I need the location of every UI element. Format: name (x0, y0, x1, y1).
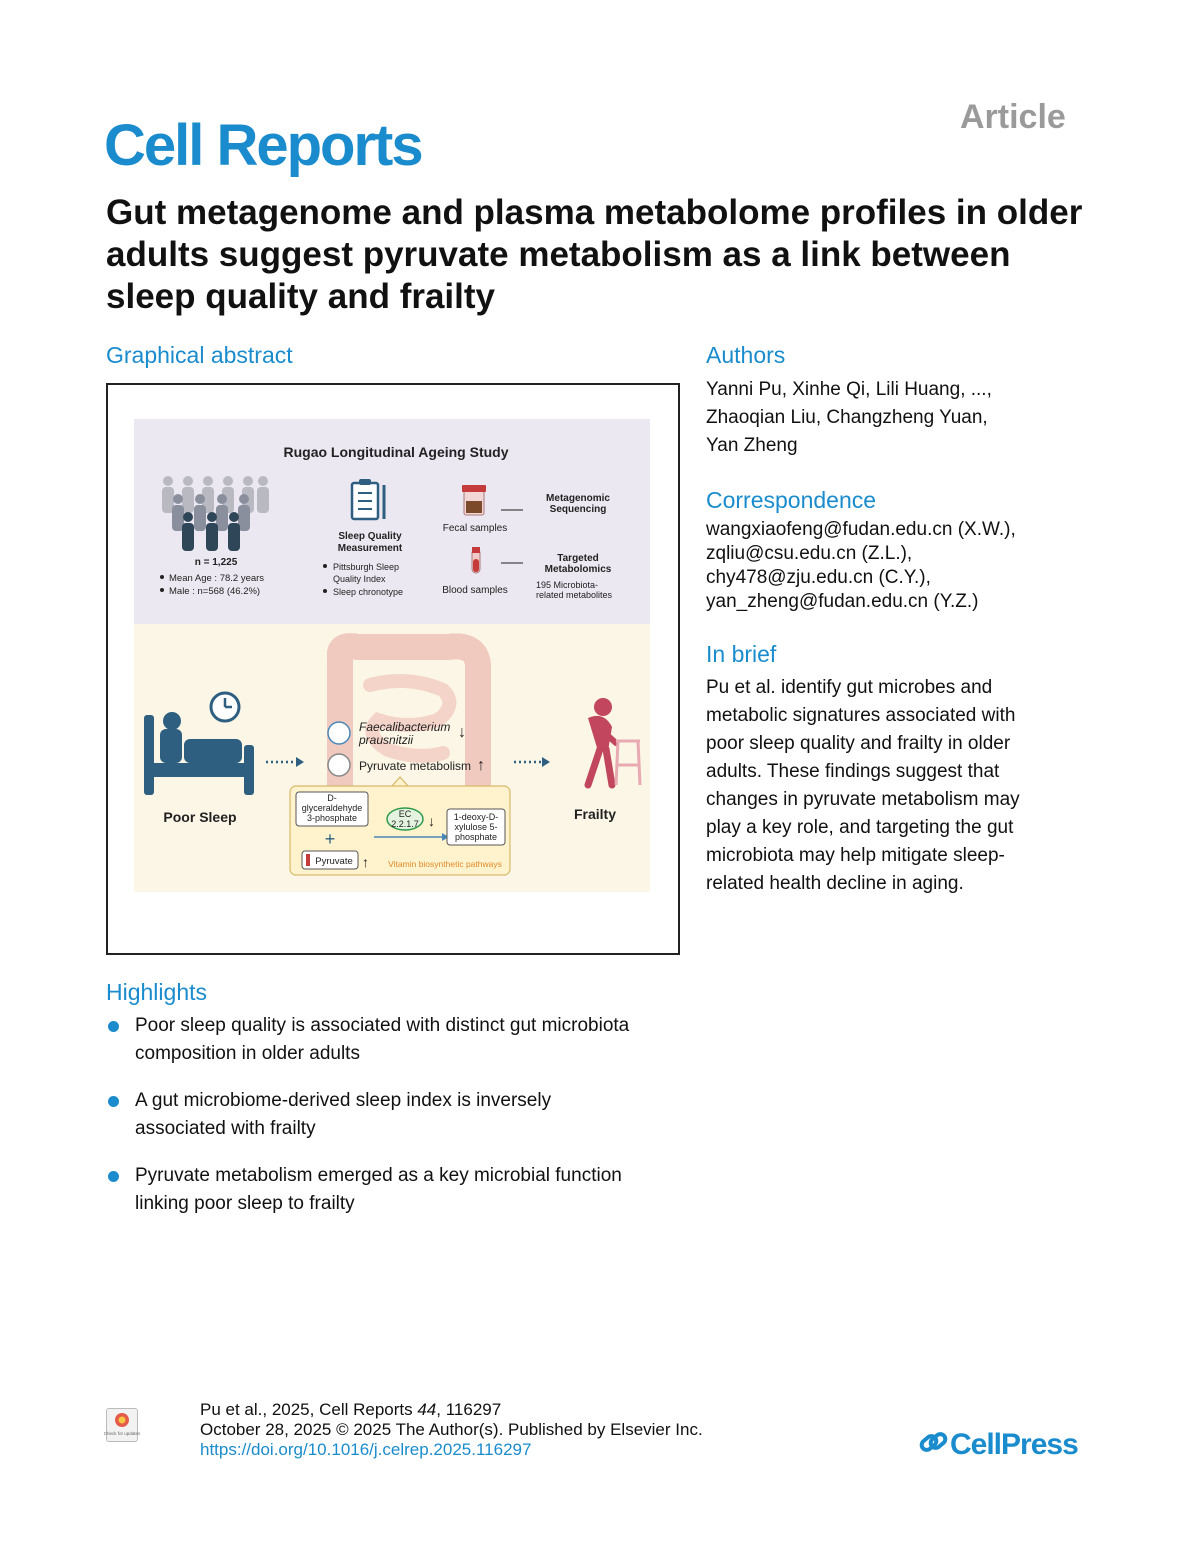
in-brief-line: related health decline in aging. (706, 873, 964, 894)
citation-footer (200, 1400, 703, 1460)
correspondence-email[interactable]: yan_zheng@fudan.edu.cn (Y.Z.) (706, 591, 979, 612)
publisher-name: CellPress (950, 1428, 1078, 1461)
clock-icon (211, 693, 239, 721)
bullet-icon (108, 1021, 119, 1032)
cellpress-logo (918, 1428, 1078, 1462)
g3p-line-2: glyceraldehyde (301, 803, 363, 813)
author-line: Yan Zheng (706, 435, 798, 456)
blood-samples-label: Blood samples (442, 585, 508, 596)
bullet (323, 564, 327, 568)
ec-decrease-arrow: ↓ (428, 813, 435, 829)
highlights-list (106, 1012, 696, 1237)
frailty-label: Frailty (573, 806, 617, 822)
pyruvate-label: Pyruvate (315, 856, 353, 867)
in-brief-line: adults. These findings suggest that (706, 761, 1000, 782)
g3p-line-3: 3-phosphate (306, 813, 358, 823)
plus-sign: + (324, 829, 336, 849)
bullet-icon (108, 1171, 119, 1182)
authors-heading: Authors (706, 342, 786, 368)
correspondence-email[interactable]: wangxiaofeng@fudan.edu.cn (X.W.), (706, 519, 1016, 540)
citation-text: Pu et al., 2025, Cell Reports (200, 1400, 418, 1419)
graphical-abstract-frame (106, 383, 680, 955)
pyruvate-metabolism-label: Pyruvate metabolism (359, 759, 472, 773)
mean-age: Mean Age : 78.2 years (169, 573, 265, 584)
bullet (323, 589, 327, 593)
highlight-line: linking poor sleep to frailty (135, 1193, 355, 1214)
article-title: Gut metagenome and plasma metabolome profiles in older adults suggest pyruvate metabolism as a link between sleep quality and frailty (106, 193, 1083, 316)
article-type-label: Article (960, 98, 1066, 136)
in-brief-line: poor sleep quality and frailty in older (706, 733, 1011, 754)
ec-line-2: 2.2.1.7 (391, 819, 419, 829)
poor-sleep-label: Poor Sleep (163, 809, 237, 825)
highlight-line: associated with frailty (135, 1118, 316, 1139)
citation-number: , 116297 (436, 1400, 502, 1419)
highlight-item (106, 1012, 696, 1068)
highlights-heading: Highlights (106, 979, 207, 1005)
chronotype: Sleep chronotype (333, 587, 404, 597)
in-brief-line: microbiota may help mitigate sleep- (706, 845, 1005, 866)
graphical-abstract-figure (108, 385, 678, 953)
cellpress-link-icon (918, 1428, 950, 1458)
author-line: Zhaoqian Liu, Changzheng Yuan, (706, 407, 988, 428)
ec-line-1: EC (398, 809, 412, 819)
metagenomic-label-2: Sequencing (549, 504, 607, 515)
bullet (160, 575, 164, 579)
faecalibacterium-line-2: prausnitzii (359, 733, 414, 747)
metagenomic-label-1: Metagenomic (546, 493, 610, 504)
psqi-line-1: Pittsburgh Sleep (333, 562, 400, 572)
check-badge-text: Check for updates (103, 1431, 141, 1436)
highlight-line: A gut microbiome-derived sleep index is inversely (135, 1090, 552, 1111)
in-brief-line: changes in pyruvate metabolism may (706, 789, 1020, 810)
fecal-samples-label: Fecal samples (442, 523, 508, 534)
bacteria-icon (328, 722, 350, 744)
highlight-line: Poor sleep quality is associated with distinct gut microbiota (135, 1015, 630, 1036)
correspondence-email[interactable]: chy478@zju.edu.cn (C.Y.), (706, 567, 931, 588)
highlight-item (106, 1087, 696, 1143)
g3p-line-1: D- (327, 793, 337, 803)
clipboard-icon (352, 479, 384, 519)
study-title: Rugao Longitudinal Ageing Study (283, 444, 509, 460)
in-brief-line: metabolic signatures associated with (706, 705, 1016, 726)
doi-link[interactable]: https://doi.org/10.1016/j.celrep.2025.116297 (200, 1440, 532, 1459)
bullet (160, 588, 164, 592)
vitamin-pathways-label: Vitamin biosynthetic pathways (388, 859, 502, 869)
psqi-line-2: Quality Index (333, 574, 386, 584)
author-list (706, 376, 992, 460)
blood-sample-icon (472, 547, 480, 573)
graphical-abstract-heading: Graphical abstract (106, 342, 293, 368)
blood-tube-mini-icon (306, 854, 310, 866)
author-line: Yanni Pu, Xinhe Qi, Lili Huang, ..., (706, 379, 992, 400)
citation-line (200, 1400, 703, 1420)
dxp-line-1: 1-deoxy-D- (453, 812, 499, 822)
correspondence-heading: Correspondence (706, 487, 877, 513)
highlight-line: Pyruvate metabolism emerged as a key microbial function (135, 1165, 622, 1186)
sleep-quality-label-2: Measurement (337, 543, 403, 554)
pathway-icon (328, 754, 350, 776)
journal-name: Cell Reports (104, 113, 422, 178)
citation-volume: 44 (417, 1400, 437, 1419)
metabolites-label-2: related metabolites (536, 590, 613, 600)
targeted-label-1: Targeted (557, 553, 599, 564)
in-brief-line: Pu et al. identify gut microbes and (706, 677, 993, 698)
pyruvate-increase-arrow: ↑ (362, 854, 369, 870)
fecal-sample-icon (462, 485, 486, 515)
dxp-line-3: phosphate (454, 832, 498, 842)
metabolites-label-1: 195 Microbiota- (536, 580, 599, 590)
in-brief-heading: In brief (706, 641, 777, 667)
faecalibacterium-line-1: Faecalibacterium (359, 720, 451, 734)
decrease-arrow: ↓ (458, 724, 466, 741)
sample-size: n = 1,225 (194, 557, 238, 568)
correspondence-email[interactable]: zqliu@csu.edu.cn (Z.L.), (706, 543, 913, 564)
sleep-quality-label-1: Sleep Quality (338, 531, 402, 542)
publication-date-line: October 28, 2025 © 2025 The Author(s). Published by Elsevier Inc. (200, 1420, 703, 1439)
increase-arrow: ↑ (477, 757, 485, 774)
male-count: Male : n=568 (46.2%) (169, 586, 261, 597)
targeted-label-2: Metabolomics (544, 564, 612, 575)
highlight-item (106, 1162, 696, 1218)
check-for-updates-badge[interactable] (103, 1408, 141, 1442)
check-for-updates-icon (103, 1409, 141, 1441)
correspondence-list (706, 518, 1016, 614)
bullet-icon (108, 1096, 119, 1107)
dxp-line-2: xylulose 5- (454, 822, 498, 832)
highlight-line: composition in older adults (135, 1043, 360, 1064)
in-brief-line: play a key role, and targeting the gut (706, 817, 1014, 838)
in-brief-text (706, 674, 1020, 898)
